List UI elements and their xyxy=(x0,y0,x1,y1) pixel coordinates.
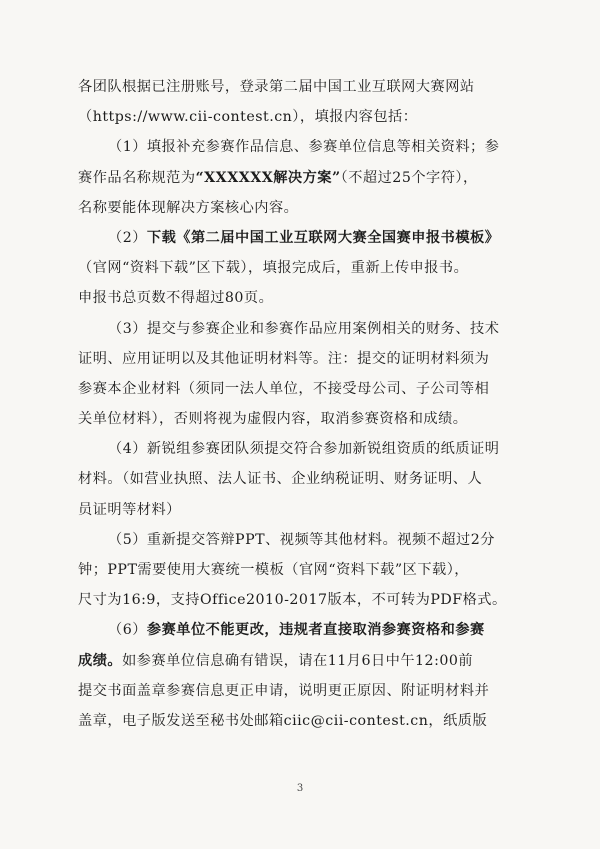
item-3-line: （3）提交与参赛企业和参赛作品应用案例相关的财务、技术 xyxy=(108,320,500,337)
item-3-line: 证明、应用证明以及其他证明材料等。注：提交的证明材料须为 xyxy=(78,350,490,367)
item-6-line: 成绩。如参赛单位信息确有错误，请在11月6日中午12:00前 xyxy=(78,652,474,669)
body-text xyxy=(78,72,538,736)
item-4-line: 材料。（如营业执照、法人证书、企业纳税证明、财务证明、人 xyxy=(78,471,483,488)
item-6-line: 提交书面盖章参赛信息更正申请，说明更正原因、附证明材料并 xyxy=(78,682,490,699)
item-1-line: 名称要能体现解决方案核心内容。 xyxy=(78,199,299,216)
item-4-line: （4）新锐组参赛团队须提交符合参加新锐组资质的纸质证明 xyxy=(108,441,500,458)
item-6-line: 盖章，电子版发送至秘书处邮箱ciic@cii-contest.cn，纸质版 xyxy=(78,712,488,729)
item-3-line: 关单位材料），否则将视为虚假内容，取消参赛资格和成绩。 xyxy=(78,411,468,428)
item-4-line: 员证明等材料） xyxy=(78,501,181,518)
page-number: 3 xyxy=(296,783,304,794)
item-6-line: （6）参赛单位不能更改，违规者直接取消参赛资格和参赛 xyxy=(108,622,485,639)
warning-text-end: 成绩。 xyxy=(78,652,123,669)
text-line: 各团队根据已注册账号，登录第二届中国工业互联网大赛网站 xyxy=(78,79,475,95)
item-2-line: （官网“资料下载”区下载），填报完成后，重新上传申报书。 xyxy=(78,260,469,277)
item-1-line: （1）填报补充参赛作品信息、参赛单位信息等相关资料；参 xyxy=(108,139,500,156)
item-1-line: 赛作品名称规范为“XXXXXX解决方案”（不超过25个字符）， xyxy=(78,169,478,186)
template-download: 下载《第二届中国工业互联网大赛全国赛申报书模板》 xyxy=(146,229,500,246)
item-2-line: （2）下载《第二届中国工业互联网大赛全国赛申报书模板》 xyxy=(108,229,500,246)
item-2-line: 申报书总页数不得超过80页。 xyxy=(78,290,274,307)
warning-text: 参赛单位不能更改，违规者直接取消参赛资格和参赛 xyxy=(146,622,485,639)
text-line: （https://www.cii-contest.cn），填报内容包括： xyxy=(78,109,418,126)
item-5-line: 钟；PPT需要使用大赛统一模板（官网“资料下载”区下载）， xyxy=(78,562,469,578)
item-3-line: 参赛本企业材料（须同一法人单位，不接受母公司、子公司等相 xyxy=(78,380,490,397)
naming-format: “XXXXXX解决方案” xyxy=(195,169,341,186)
item-5-line: （5）重新提交答辩PPT、视频等其他材料。视频不超过2分 xyxy=(108,531,495,548)
item-5-line: 尺寸为16:9，支持Office2010-2017版本，不可转为PDF格式。 xyxy=(78,592,507,609)
